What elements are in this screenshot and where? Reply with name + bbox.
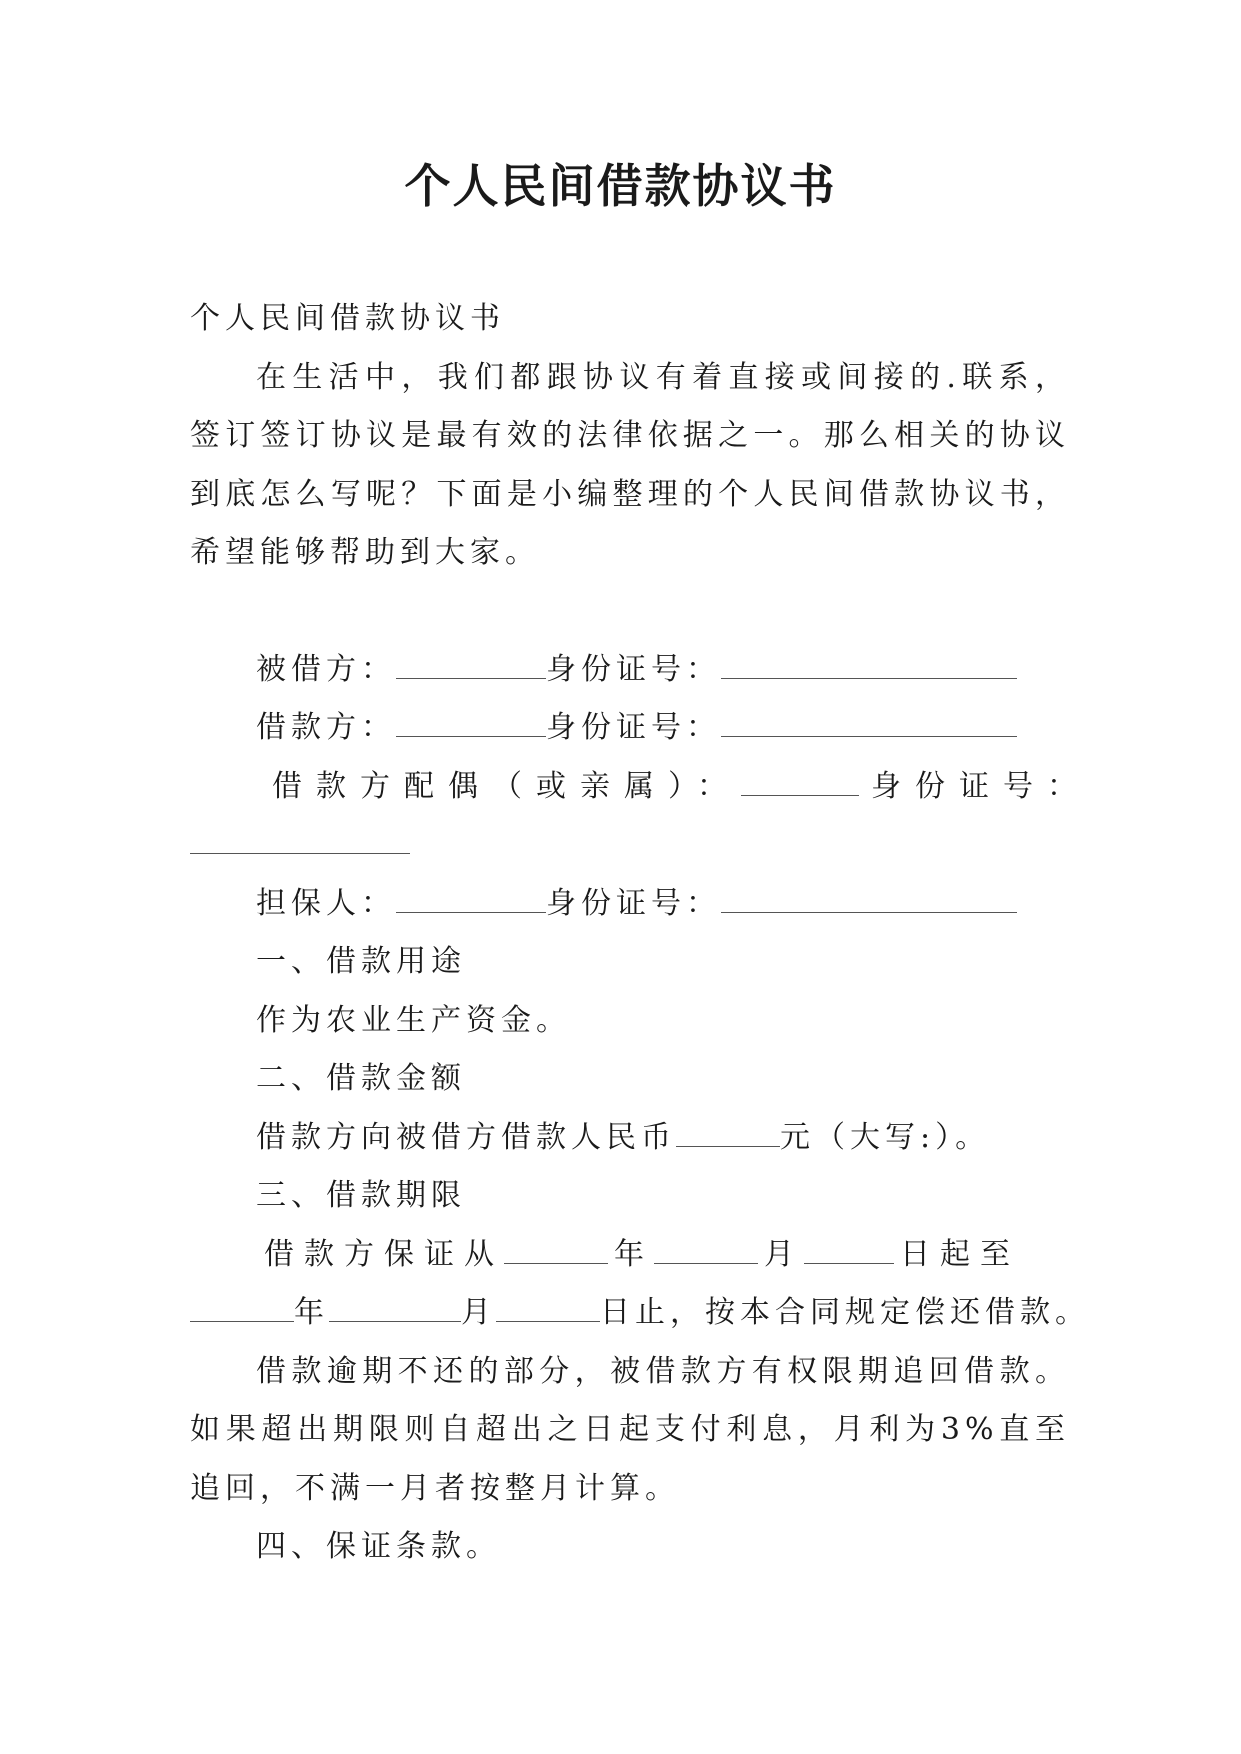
loan-amount-unit: 元（大写:）。 [780,1119,991,1155]
intro-paragraph: 在生活中，我们都跟协议有着直接或间接的.联系，签订签订协议是最有效的法律依据之一。那么相关的协议到底怎么写呢？下面是小编整理的个人民间借款协议书，希望能够帮助到大家。 [190,359,1070,570]
section-1-text: 作为农业生产资金。 [256,1002,571,1038]
term-end-line [190,1284,1090,1343]
spouse-id-line [190,816,1070,875]
lender-line [190,641,1070,700]
start-month-blank[interactable] [654,1235,758,1264]
loan-amount-text: 借款方向被借方借款人民币 [256,1119,676,1155]
start-year-label: 年 [614,1236,654,1272]
document-title: 个人民间借款协议书 [404,159,837,213]
lender-id-blank[interactable] [721,650,1017,679]
guarantor-label: 担保人： [256,885,396,921]
borrower-id-blank[interactable] [721,708,1017,737]
document-subtitle: 个人民间借款协议书 [190,301,505,336]
lender-label: 被借方： [256,651,396,687]
term-start-line [190,1226,1070,1285]
document-body [190,290,1091,1577]
borrower-name-blank[interactable] [396,708,546,737]
start-month-label: 月 [764,1236,804,1272]
guarantor-id-blank[interactable] [721,884,1017,913]
section-1-title: 一、借款用途 [256,944,466,979]
spouse-label: 借款方配偶（或亲属）： [272,768,741,804]
spouse-id-label: 身份证号： [871,768,1091,804]
borrower-id-label: 身份证号： [546,710,721,745]
end-year-label: 年 [294,1295,329,1330]
section-4-title: 四、保证条款。 [256,1529,501,1564]
spacer [190,583,1070,641]
borrower-label: 借款方： [256,710,396,745]
section-2-text [190,1109,1070,1168]
loan-amount-blank[interactable] [676,1118,780,1147]
guarantor-id-label: 身份证号： [546,885,721,921]
guarantor-line [190,875,1070,934]
start-year-blank[interactable] [504,1235,608,1264]
section-3-title: 三、借款期限 [256,1178,466,1213]
term-start-text: 借款方保证从 [264,1236,504,1272]
start-day-blank[interactable] [804,1235,894,1264]
end-day-label: 日止，按本合同规定偿还借款。 [600,1295,1090,1330]
lender-id-label: 身份证号： [546,651,721,687]
end-day-blank[interactable] [496,1293,600,1322]
lender-name-blank[interactable] [396,650,546,679]
overdue-paragraph: 借款逾期不还的部分，被借款方有权限期追回借款。如果超出期限则自超出之日起支付利息，月利为3%直至追回，不满一月者按整月计算。 [190,1353,1070,1506]
end-month-blank[interactable] [329,1293,461,1322]
borrower-line [190,699,1070,758]
spouse-line [190,758,1091,817]
guarantor-name-blank[interactable] [396,884,546,913]
end-month-label: 月 [461,1295,496,1330]
spouse-id-blank[interactable] [190,825,410,854]
spouse-name-blank[interactable] [741,767,859,796]
section-2-title: 二、借款金额 [256,1061,466,1096]
end-year-blank[interactable] [190,1293,294,1322]
start-day-label: 日起至 [900,1236,1020,1272]
